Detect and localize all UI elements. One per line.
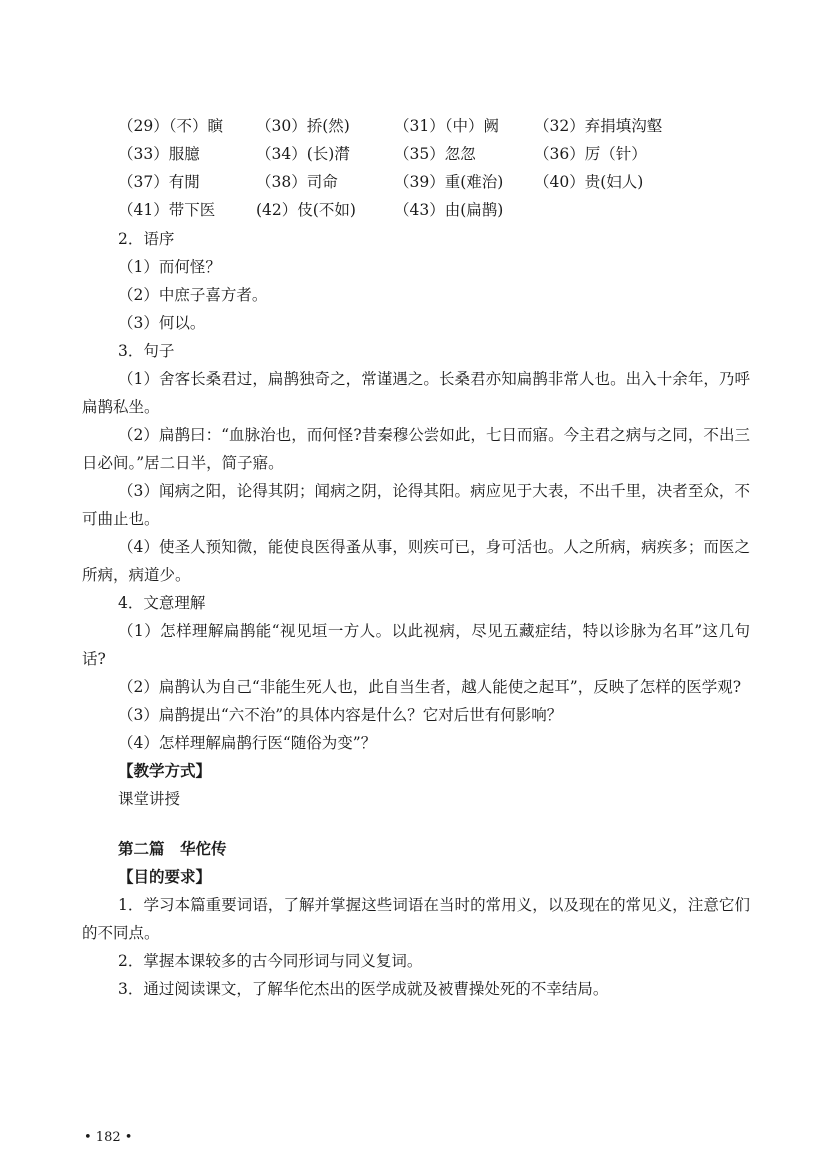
list-item: （2）中庶子喜方者。 <box>118 286 268 304</box>
vocab-item: （32）弃捐填沟壑 <box>534 117 663 135</box>
page-number: • 182 • <box>84 1130 133 1145</box>
vocab-item: （41）带下医 <box>118 201 216 219</box>
vocab-item: （40）贵(妇人) <box>534 173 644 191</box>
vocab-row <box>118 112 714 140</box>
vocab-row <box>118 168 714 196</box>
vocab-item: （35）忽忽 <box>394 145 476 163</box>
vocab-row <box>118 196 714 224</box>
vocab-item: （43）由(扁鹊) <box>394 201 504 219</box>
list-item: （1）舍客长桑君过，扁鹊独奇之，常谨遇之。长桑君亦知扁鹊非常人也。出入十余年，乃呼扁鹊私坐。 <box>82 370 750 416</box>
vocab-item: （31）（中）阙 <box>394 117 499 135</box>
list-item: （2）扁鹊认为自己“非能生死人也，此自当生者，越人能使之起耳”，反映了怎样的医学观? <box>118 678 742 696</box>
section-heading-sentences: 3．句子 <box>118 342 175 360</box>
section-heading-word-order: 2．语序 <box>118 230 175 248</box>
vocab-item: （39）重(难治) <box>394 173 504 191</box>
main-content <box>82 225 750 1003</box>
vocab-item: (42）伎(不如) <box>256 201 356 219</box>
spacer <box>82 813 750 835</box>
vocab-item <box>534 196 714 224</box>
vocab-item: （30）挢(然) <box>256 117 350 135</box>
goal-item: 3．通过阅读课文，了解华佗杰出的医学成就及被曹操处死的不幸结局。 <box>118 980 609 998</box>
list-item: （4）怎样理解扁鹊行医“随俗为变”？ <box>118 734 377 752</box>
chapter-title: 第二篇 华佗传 <box>118 840 227 858</box>
vocab-item: （37）有閒 <box>118 173 200 191</box>
vocab-grid <box>118 112 714 224</box>
vocab-item: （33）服臆 <box>118 145 200 163</box>
list-item: （1）而何怪？ <box>118 258 221 276</box>
vocab-item: （38）司命 <box>256 173 338 191</box>
goal-item: 1．学习本篇重要词语，了解并掌握这些词语在当时的常用义，以及现在的常见义，注意它们的不同点。 <box>82 896 750 942</box>
list-item: （3）扁鹊提出“六不治”的具体内容是什么？它对后世有何影响？ <box>118 706 563 724</box>
vocab-item: （34）(长)潸 <box>256 145 350 163</box>
list-item: （3）闻病之阳，论得其阴；闻病之阴，论得其阳。病应见于大表，不出千里，决者至众，不可曲止也。 <box>82 482 750 528</box>
goals-heading: 【目的要求】 <box>118 868 212 886</box>
list-item: （3）何以。 <box>118 314 206 332</box>
teaching-method-heading: 【教学方式】 <box>118 762 212 780</box>
vocab-item: （29）（不）瞚 <box>118 117 223 135</box>
goal-item: 2．掌握本课较多的古今同形词与同义复词。 <box>118 952 423 970</box>
vocab-item: （36）厉（针） <box>534 145 647 163</box>
section-heading-comprehension: 4．文意理解 <box>118 594 206 612</box>
list-item: （1）怎样理解扁鹊能“视见垣一方人。以此视病，尽见五藏症结，特以诊脉为名耳”这几句话? <box>82 622 750 668</box>
list-item: （2）扁鹊曰：“血脉治也，而何怪?昔秦穆公尝如此，七日而寤。今主君之病与之同，不出三日必间。”居二日半，简子寤。 <box>82 426 750 472</box>
list-item: （4）使圣人预知微，能使良医得蚤从事，则疾可已，身可活也。人之所病，病疾多；而医之所病，病道少。 <box>82 538 750 584</box>
vocab-row <box>118 140 714 168</box>
teaching-method-text: 课堂讲授 <box>118 790 181 808</box>
